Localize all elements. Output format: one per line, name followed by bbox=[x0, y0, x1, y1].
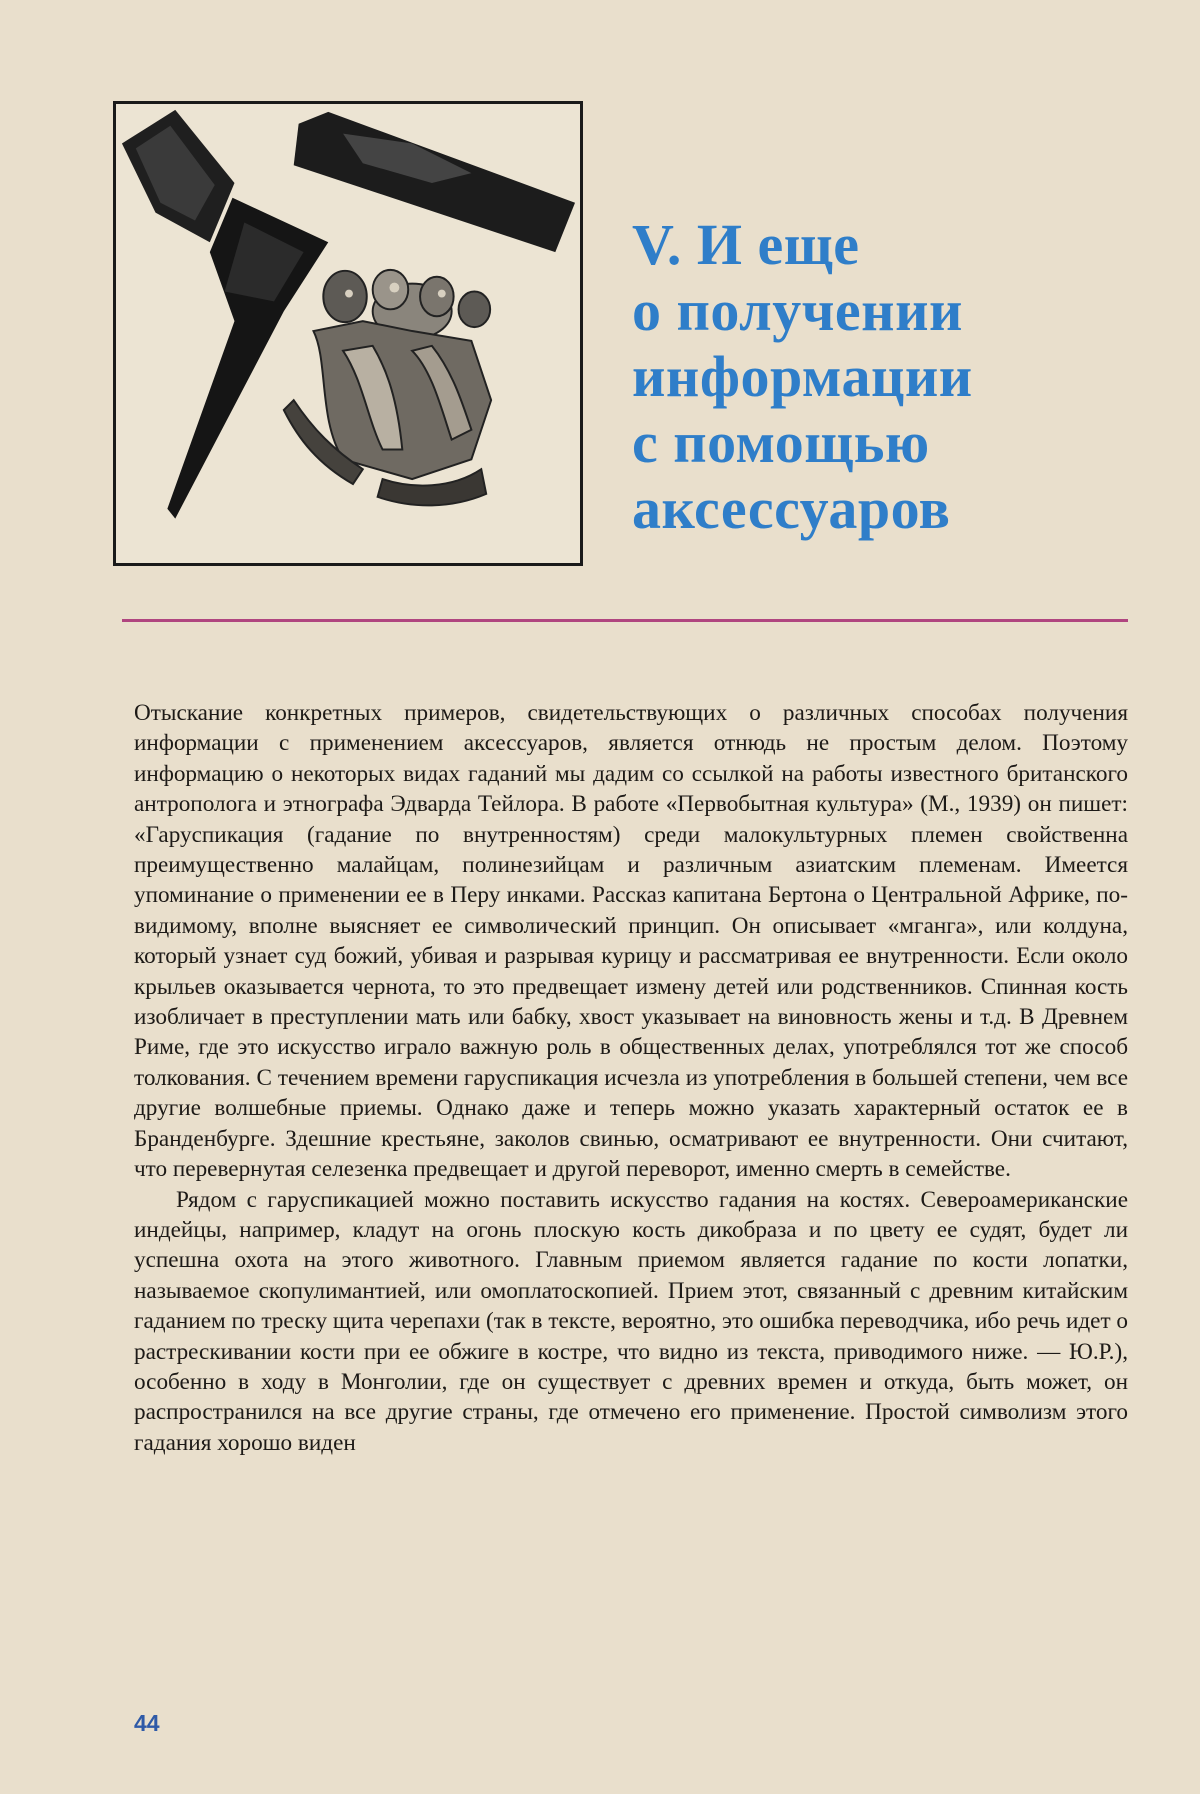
chapter-title bbox=[632, 212, 1152, 542]
paragraph: Рядом с гаруспикацией можно поставить искусство гадания на костях. Североамериканские индейцы, например, кладут на огонь плоскую кость дикобраза и по цвету ее судят, будет ли успешна охота на этого животного. Главным приемом является гадание по кости лопатки, называемое скопулимантией, или омоплатоскопией. Прием этот, связанный с древним китайским гаданием по треску щита черепахи (так в тексте, вероятно, это ошибка переводчика, ибо речь идет о растрескивании кости при ее обжиге в костре, что видно из текста, приводимого ниже. — Ю.Р.), особенно в ходу в Монголии, где он существует с древних времен и откуда, быть может, он распространился на все другие страны, где отмечено его применение. Простой символизм этого гадания хорошо виден bbox=[134, 1186, 1128, 1456]
chapter-illustration bbox=[113, 101, 583, 566]
paragraph: Отыскание конкретных примеров, свидетельствующих о различных способах получения информации с применением аксессуаров, является отнюдь не простым делом. Поэтому информацию о некоторых видах гаданий мы дадим со ссылкой на работы известного британского антрополога и этнографа Эдварда Тейлора. В работе «Первобытная культура» (М., 1939) он пишет: «Гаруспикация (гадание по внутренностям) среди малокультурных племен свойственна преимущественно малайцам, полинезийцам и различным азиатским племенам. Имеется упоминание о применении ее в Перу инками. Рассказ капитана Бертона о Центральной Африке, по-видимому, вполне выясняет ее символический принцип. Он описывает «мганга», или колдуна, который узнает суд божий, убивая и разрывая курицу и рассматривая ее внутренности. Если около крыльев оказывается чернота, то это предвещает измену детей или родственников. Спинная кость изобличает в преступлении мать или бабку, хвост указывает на виновность жены и т.д. В Древнем Риме, где это искусство играло важную роль в общественных делах, употреблялся тот же способ толкования. С течением времени гаруспикация исчезла из употребления в большей степени, чем все другие волшебные приемы. Однако даже и теперь можно указать характерный остаток ее в Бранденбурге. Здешние крестьяне, заколов свинью, осматривают ее внутренности. Они считают, что перевернутая селезенка предвещает и другой переворот, именно смерть в семействе. bbox=[134, 700, 1128, 1183]
chapter-title-line: аксессуаров bbox=[632, 476, 951, 541]
chapter-title-line: с помощью bbox=[632, 410, 930, 475]
chapter-title-line: информации bbox=[632, 344, 973, 409]
chapter-illustration-drawing bbox=[116, 104, 580, 563]
body-text bbox=[134, 698, 1128, 1458]
page-number: 44 bbox=[134, 1710, 160, 1736]
title-divider bbox=[122, 619, 1128, 622]
chapter-title-line: V. И еще bbox=[632, 212, 860, 277]
chapter-title-line: о получении bbox=[632, 278, 963, 343]
